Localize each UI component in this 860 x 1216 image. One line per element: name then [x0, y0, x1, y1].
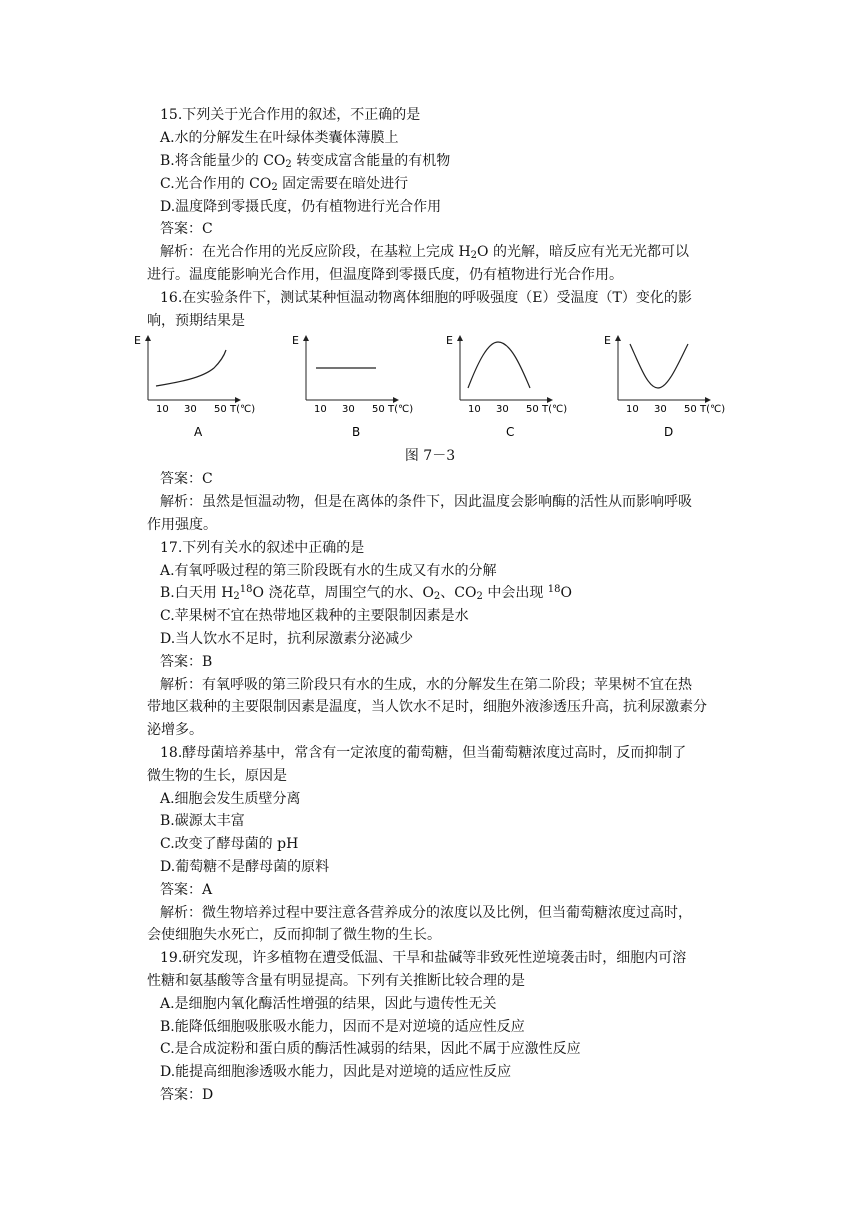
q19-stem-cont: 性糖和氨基酸等含量有明显提高。下列有关推断比较合理的是: [147, 973, 525, 989]
q17-option-a: A.有氧呼吸过程的第三阶段既有水的生成又有水的分解: [160, 563, 497, 579]
graph-c-y-label: E: [446, 334, 453, 347]
q17-answer: 答案：B: [160, 654, 213, 670]
q19-option-b: B.能降低细胞吸胀吸水能力，因而不是对逆境的适应性反应: [160, 1019, 525, 1035]
q17-explanation-cont2: 泌增多。: [147, 722, 203, 738]
q16-explanation-cont: 作用强度。: [147, 517, 217, 533]
graph-a-y-label: E: [134, 334, 141, 347]
q18-answer: 答案：A: [160, 882, 213, 898]
graph-a-x-unit: T(℃): [230, 404, 256, 415]
q18-option-a: A.细胞会发生质壁分离: [160, 791, 301, 807]
q15-option-d: D.温度降到零摄氏度，仍有植物进行光合作用: [160, 199, 442, 215]
graph-c: [446, 334, 567, 439]
graph-c-label: C: [506, 425, 515, 439]
graph-a-tick-30: 30: [184, 404, 197, 415]
graph-d-label: D: [664, 425, 674, 439]
q19-option-a: A.是细胞内氧化酶活性增强的结果，因此与遗传性无关: [160, 996, 497, 1012]
q18-stem: 18.酵母菌培养基中，常含有一定浓度的葡萄糖，但当葡萄糖浓度过高时，反而抑制了: [160, 745, 687, 761]
q16-stem-cont: 响，预期结果是: [147, 313, 245, 329]
graph-b: [292, 334, 413, 439]
graph-a-label: A: [194, 425, 203, 439]
q18-option-d: D.葡萄糖不是酵母菌的原料: [160, 859, 330, 875]
graph-d: [604, 334, 725, 439]
q15-explanation: 解析：在光合作用的光反应阶段，在基粒上完成 $H_2O$ 的光解，暗反应有光无光都可以: [160, 244, 689, 261]
q18-option-b: B.碳源太丰富: [160, 813, 245, 829]
graph-b-tick-30: 30: [342, 404, 355, 415]
graph-b-tick-50: 50: [372, 404, 385, 415]
q19-option-c: C.是合成淀粉和蛋白质的酶活性减弱的结果，因此不属于应激性反应: [160, 1041, 581, 1057]
q17-stem: 17.下列有关水的叙述中正确的是: [160, 540, 365, 556]
graph-a: [134, 334, 255, 439]
graph-d-tick-30: 30: [654, 404, 667, 415]
graph-b-x-unit: T(℃): [388, 404, 414, 415]
graph-c-tick-10: 10: [468, 404, 481, 415]
q17-explanation: 解析：有氧呼吸的第三阶段只有水的生成，水的分解发生在第二阶段；苹果树不宜在热: [160, 677, 692, 693]
graph-c-x-unit: T(℃): [542, 404, 568, 415]
q18-option-c: C.改变了酵母菌的 pH: [160, 836, 299, 852]
q16-explanation: 解析：虽然是恒温动物，但是在离体的条件下，因此温度会影响酶的活性从而影响呼吸: [160, 494, 692, 510]
q15-option-b: B.将含能量少的 $CO_2$ 转变成富含能量的有机物: [160, 153, 451, 170]
q19-answer: 答案：D: [160, 1087, 214, 1103]
q19-stem: 19.研究发现，许多植物在遭受低温、干旱和盐碱等非致死性逆境袭击时，细胞内可溶: [160, 950, 687, 966]
q17-option-d: D.当人饮水不足时，抗利尿激素分泌减少: [160, 631, 414, 647]
q16-answer: 答案：C: [160, 471, 213, 487]
q18-explanation-cont: 会使细胞失水死亡，反而抑制了微生物的生长。: [147, 927, 441, 943]
q15-stem: 15.下列关于光合作用的叙述，不正确的是: [160, 107, 421, 123]
figure-caption: 图 7－3: [404, 448, 456, 464]
q16-figure: [130, 330, 730, 442]
q17-option-b: B.白天用 $H_2^{18}O$ 浇花草，周围空气的水、$O_2$、$CO_2$ 中会出现 $^{18}$O: [160, 584, 572, 602]
q16-stem: 16.在实验条件下，测试某种恒温动物离体细胞的呼吸强度（E）受温度（T）变化的影: [160, 290, 692, 306]
graph-d-x-unit: T(℃): [700, 404, 726, 415]
graph-b-tick-10: 10: [314, 404, 327, 415]
q15-option-c: C.光合作用的 $CO_2$ 固定需要在暗处进行: [160, 176, 409, 193]
graph-a-tick-10: 10: [156, 404, 169, 415]
q18-explanation: 解析：微生物培养过程中要注意各营养成分的浓度以及比例，但当葡萄糖浓度过高时，: [160, 905, 692, 921]
q15-option-a: A.水的分解发生在叶绿体类囊体薄膜上: [160, 130, 399, 146]
q17-option-c: C.苹果树不宜在热带地区栽种的主要限制因素是水: [160, 608, 469, 624]
graph-a-tick-50: 50: [214, 404, 227, 415]
graph-d-tick-10: 10: [626, 404, 639, 415]
graph-d-tick-50: 50: [684, 404, 697, 415]
q17-explanation-cont: 带地区栽种的主要限制因素是温度，当人饮水不足时，细胞外液渗透压升高，抗利尿激素分: [147, 699, 707, 715]
graph-d-y-label: E: [604, 334, 611, 347]
graph-b-label: B: [352, 425, 361, 439]
q15-answer: 答案：C: [160, 221, 213, 237]
graph-b-y-label: E: [292, 334, 299, 347]
graph-c-tick-30: 30: [496, 404, 509, 415]
q15-explanation-cont: 进行。温度能影响光合作用，但温度降到零摄氏度，仍有植物进行光合作用。: [147, 267, 623, 283]
q18-stem-cont: 微生物的生长，原因是: [147, 768, 287, 784]
graph-c-tick-50: 50: [526, 404, 539, 415]
q19-option-d: D.能提高细胞渗透吸水能力，因此是对逆境的适应性反应: [160, 1064, 512, 1080]
